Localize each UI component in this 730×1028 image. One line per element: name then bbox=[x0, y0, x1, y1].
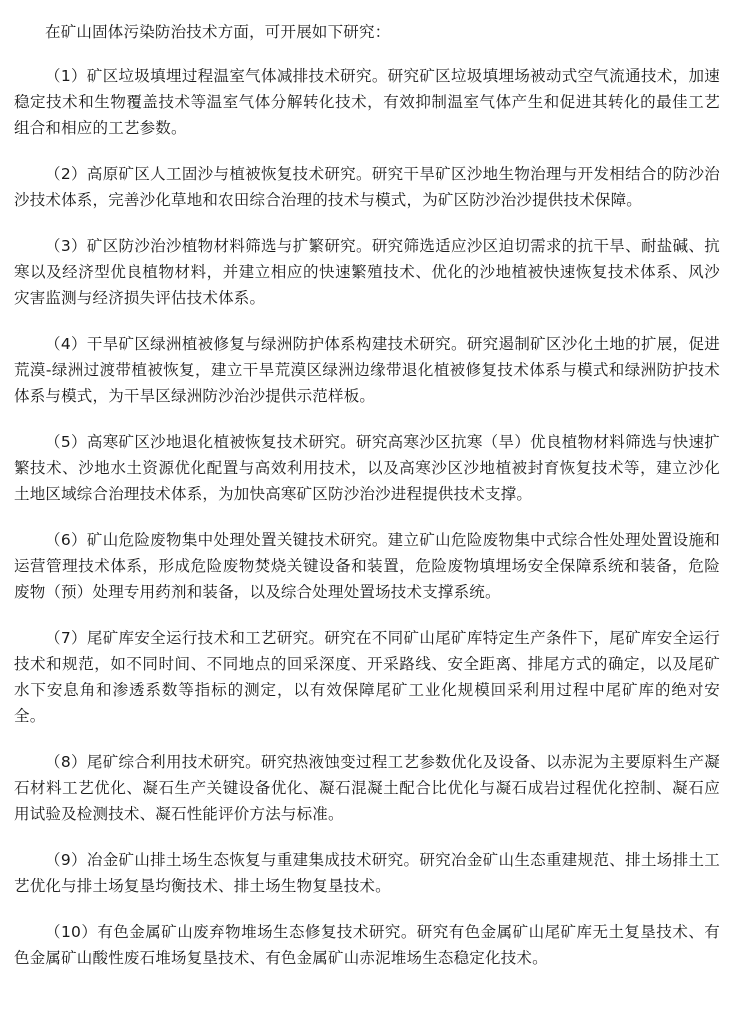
paragraph-1: （1）矿区垃圾填埋过程温室气体减排技术研究。研究矿区垃圾填埋场被动式空气流通技术，加速稳定技术和生物覆盖技术等温室气体分解转化技术，有效抑制温室气体产生和促进其转化的最佳工艺组合和相应的工艺参数。 bbox=[14, 67, 720, 137]
paragraph-6: （6）矿山危险废物集中处理处置关键技术研究。建立矿山危险废物集中式综合性处理处置设施和运营管理技术体系，形成危险废物焚烧关键设备和装置，危险废物填埋场安全保障系统和装备，危险废物（预）处理专用药剂和装备，以及综合处理处置场技术支撑系统。 bbox=[14, 531, 720, 601]
paragraph-4: （4）干旱矿区绿洲植被修复与绿洲防护体系构建技术研究。研究遏制矿区沙化土地的扩展，促进荒漠-绿洲过渡带植被恢复，建立干旱荒漠区绿洲边缘带退化植被修复技术体系与模式和绿洲防护技术体系与模式，为干旱区绿洲防沙治沙提供示范样板。 bbox=[14, 335, 720, 405]
paragraph-9: （9）冶金矿山排土场生态恢复与重建集成技术研究。研究冶金矿山生态重建规范、排土场排土工艺优化与排土场复垦均衡技术、排土场生物复垦技术。 bbox=[14, 851, 720, 895]
paragraph-2: （2）高原矿区人工固沙与植被恢复技术研究。研究干旱矿区沙地生物治理与开发相结合的防沙治沙技术体系，完善沙化草地和农田综合治理的技术与模式，为矿区防沙治沙提供技术保障。 bbox=[14, 165, 720, 209]
document-body bbox=[14, 19, 720, 991]
paragraph-10: （10）有色金属矿山废弃物堆场生态修复技术研究。研究有色金属矿山尾矿库无土复垦技术、有色金属矿山酸性废石堆场复垦技术、有色金属矿山赤泥堆场生态稳定化技术。 bbox=[14, 923, 720, 967]
paragraph-3: （3）矿区防沙治沙植物材料筛选与扩繁研究。研究筛选适应沙区迫切需求的抗干旱、耐盐碱、抗寒以及经济型优良植物材料，并建立相应的快速繁殖技术、优化的沙地植被快速恢复技术体系、风沙灾害监测与经济损失评估技术体系。 bbox=[14, 237, 720, 307]
paragraph-5: （5）高寒矿区沙地退化植被恢复技术研究。研究高寒沙区抗寒（旱）优良植物材料筛选与快速扩繁技术、沙地水土资源优化配置与高效利用技术，以及高寒沙区沙地植被封育恢复技术等，建立沙化土地区域综合治理技术体系，为加快高寒矿区防沙治沙进程提供技术支撑。 bbox=[14, 433, 720, 503]
intro-paragraph: 在矿山固体污染防治技术方面，可开展如下研究： bbox=[45, 23, 391, 41]
paragraph-7: （7）尾矿库安全运行技术和工艺研究。研究在不同矿山尾矿库特定生产条件下，尾矿库安全运行技术和规范，如不同时间、不同地点的回采深度、开采路线、安全距离、排尾方式的确定，以及尾矿水下安息角和渗透系数等指标的测定，以有效保障尾矿工业化规模回采利用过程中尾矿库的绝对安全。 bbox=[14, 629, 720, 725]
paragraph-8: （8）尾矿综合利用技术研究。研究热液蚀变过程工艺参数优化及设备、以赤泥为主要原料生产凝石材料工艺优化、凝石生产关键设备优化、凝石混凝土配合比优化与凝石成岩过程优化控制、凝石应用试验及检测技术、凝石性能评价方法与标准。 bbox=[14, 753, 720, 823]
